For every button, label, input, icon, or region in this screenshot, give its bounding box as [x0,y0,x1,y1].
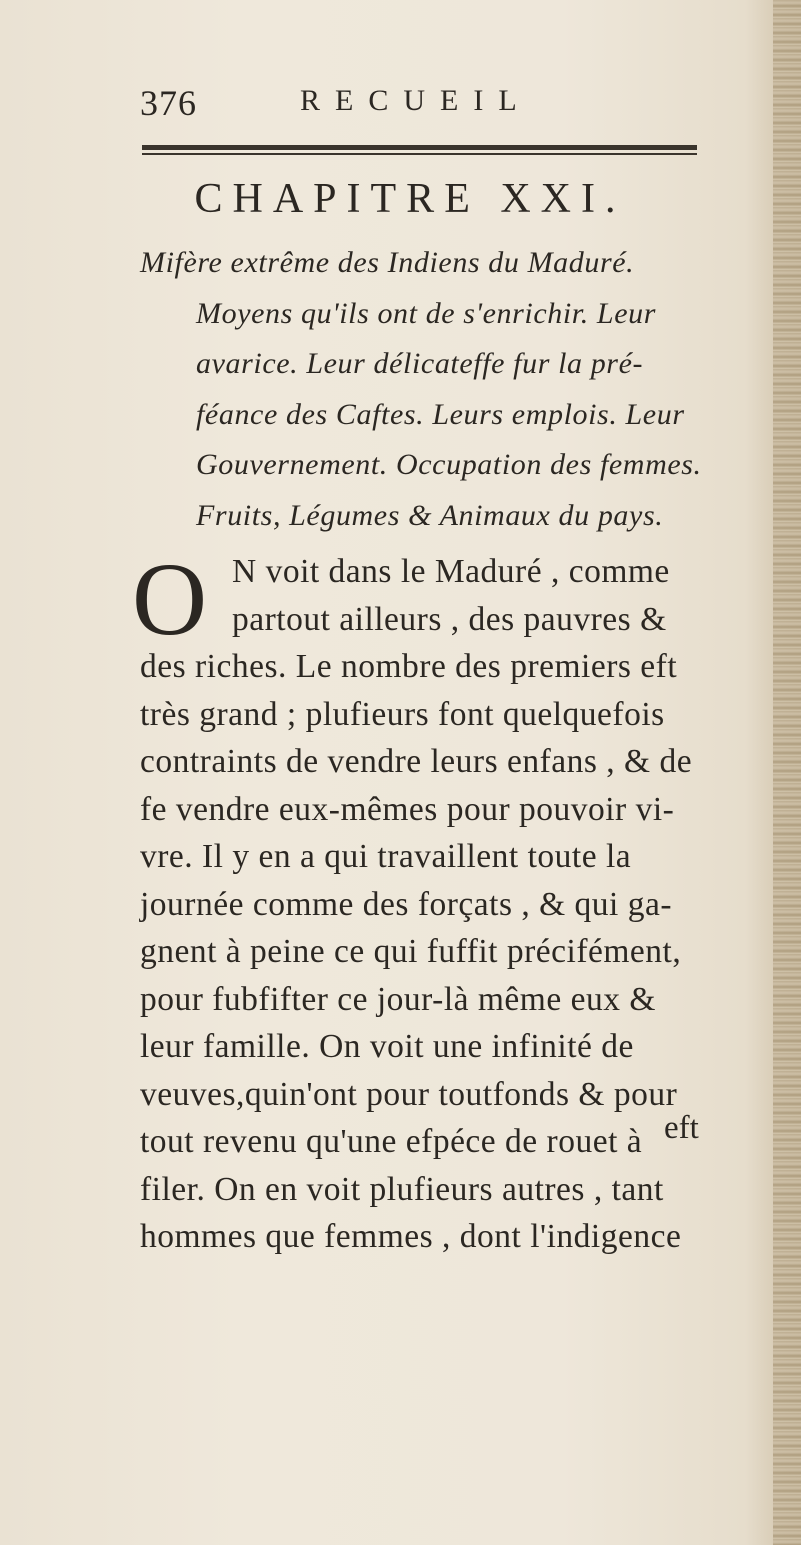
body-line: partout ailleurs , des pauvres & [232,600,667,638]
body-text [140,548,760,1261]
body-line: leur famille. On voit une infinité de [140,1028,634,1065]
header-rule-thick [142,145,697,150]
chapter-summary [140,238,720,541]
chapter-title: CHAPITRE XXI. [194,176,626,222]
page-edge [773,0,801,1545]
header-rule-thin [142,153,697,155]
running-head: RECUEIL [300,84,532,117]
summary-line: féance des Caftes. Leurs emplois. Leur [196,397,685,431]
body-line: N voit dans le Maduré , comme [232,553,670,590]
drop-cap: O [132,542,208,657]
body-line: gnent à peine ce qui fuffit précifément, [140,933,682,970]
body-line: vre. Il y en a qui travaillent toute la [140,838,632,875]
body-line: pour fubfifter ce jour-là même eux & [140,980,656,1018]
summary-line: avarice. Leur délicateffe fur la pré- [196,347,644,380]
summary-line: Gouvernement. Occupation des femmes. [196,448,702,481]
body-line: veuves,quin'ont pour toutfonds & pour [140,1075,678,1113]
catchword: eft [664,1110,699,1146]
summary-line: Moyens qu'ils ont de s'enrichir. Leur [196,296,656,330]
body-line: hommes que femmes , dont l'indigence [140,1218,682,1255]
summary-line: Fruits, Légumes & Animaux du pays. [196,498,664,532]
body-line: contraints de vendre leurs enfans , & de [140,743,693,780]
summary-line: Mifère extrême des Indiens du Maduré. [140,246,635,279]
body-line: fe vendre eux-mêmes pour pouvoir vi- [140,790,675,828]
body-line: tout revenu qu'une efpéce de rouet à [140,1123,643,1160]
page-header [140,82,700,132]
body-line: très grand ; plufieurs font quelquefois [140,695,665,733]
body-line: journée comme des forçats , & qui ga- [140,885,672,923]
page-number: 376 [140,83,197,123]
body-line: filer. On en voit plufieurs autres , tant [140,1170,664,1208]
body-line: des riches. Le nombre des premiers eft [140,648,678,685]
